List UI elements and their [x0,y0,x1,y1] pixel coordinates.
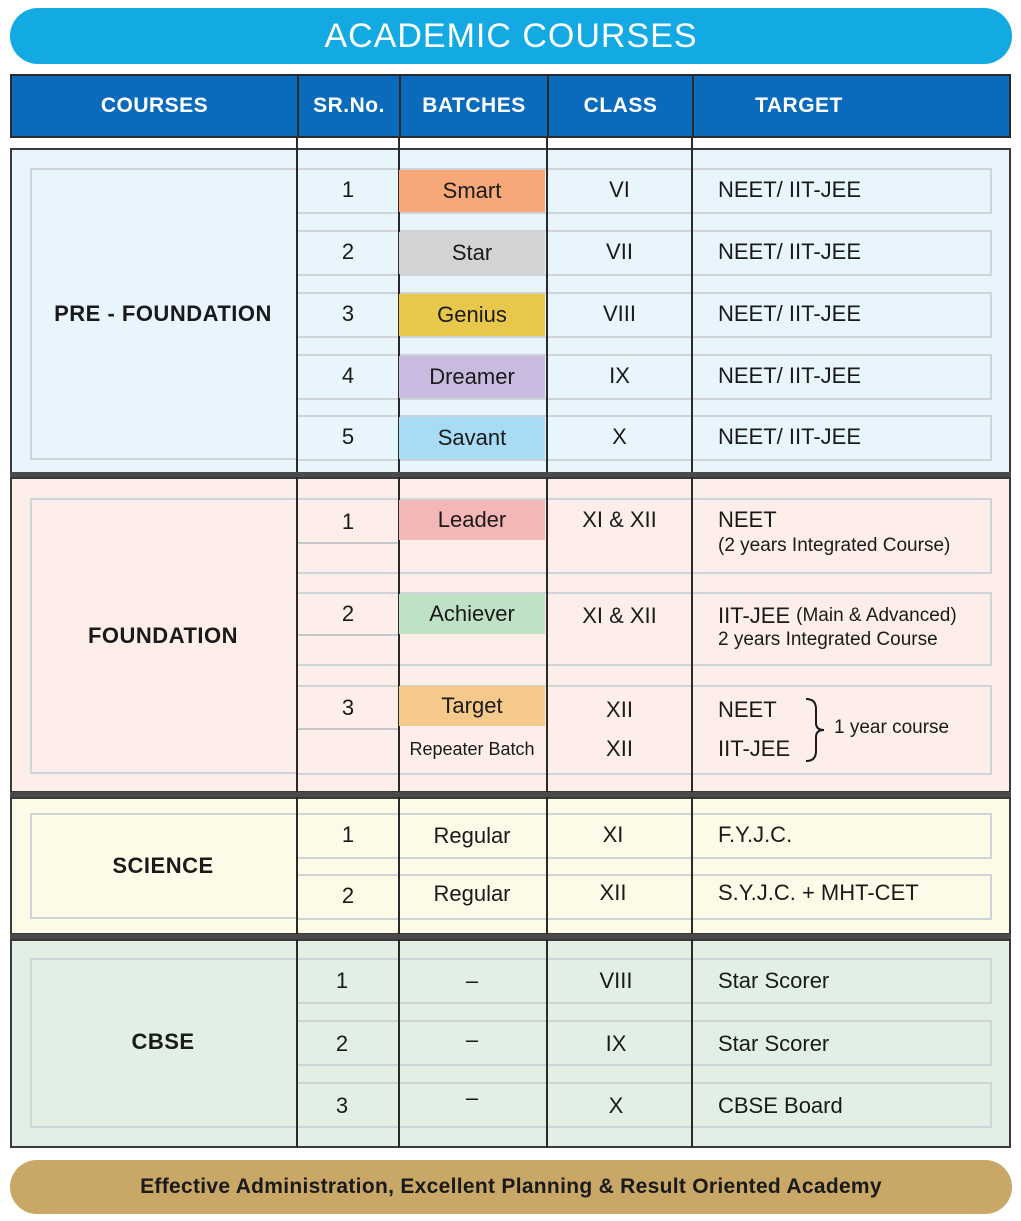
header-class: CLASS [583,94,658,117]
target-cell: F.Y.J.C. [718,822,793,847]
target-cell: NEET [718,697,777,722]
target-cell: CBSE Board [718,1093,843,1118]
batch-badge-genius: Genius [399,294,545,336]
course-science: SCIENCE [112,853,214,878]
target-cell: Star Scorer [718,968,830,993]
batch-cell: Regular [433,881,511,906]
target-subtext: 2 years Integrated Course [718,629,938,650]
class-cell: XII [606,736,633,761]
sr-no: 1 [335,968,349,993]
course-cbse: CBSE [131,1029,195,1054]
batch-badge-smart: Smart [399,170,545,212]
class-cell: IX [605,1031,627,1056]
batch-badge-savant: Savant [399,417,545,459]
class-cell: VII [606,239,633,264]
batch-cell: – [465,1027,479,1052]
batch-subtext: Repeater Batch [409,738,535,759]
sr-no: 3 [335,1093,349,1118]
header-courses: COURSES [100,94,209,117]
target-cell: NEET/ IIT-JEE [718,177,862,202]
sr-no: 2 [341,239,355,264]
header-sr-no: SR.No. [313,94,385,117]
sr-no: 1 [341,509,355,534]
brace-icon [802,697,828,763]
sr-no: 5 [341,424,355,449]
class-cell: VIII [599,968,633,993]
batch-badge-achiever: Achiever [399,594,545,634]
batch-badge-leader: Leader [399,500,545,540]
page-title: ACADEMIC COURSES [10,8,1012,64]
class-cell: XI & XII [582,507,657,532]
footer-tagline: Effective Administration, Excellent Planning & Result Oriented Academy [10,1160,1012,1214]
batch-badge-target: Target [399,686,545,726]
class-cell: XI [602,822,624,847]
batch-cell: – [465,1085,479,1110]
target-cell: NEET/ IIT-JEE [718,424,862,449]
batch-badge-dreamer: Dreamer [399,356,545,398]
sr-no: 4 [341,363,355,388]
sr-no: 3 [341,301,355,326]
target-cell: NEET/ IIT-JEE [718,239,862,264]
sr-no: 2 [341,601,355,626]
target-cell: S.Y.J.C. + MHT-CET [718,880,919,905]
class-cell: VIII [602,301,636,326]
sr-no: 2 [341,883,355,908]
course-foundation: FOUNDATION [87,623,239,648]
class-cell: XI & XII [582,603,657,628]
target-cell: NEET/ IIT-JEE [718,301,862,326]
target-note: (Main & Advanced) [796,605,957,626]
class-cell: XII [599,880,627,905]
sr-no: 3 [341,695,355,720]
target-cell: NEET [718,507,777,532]
table-header [10,74,1011,138]
target-cell: Star Scorer [718,1031,830,1056]
header-batches: BATCHES [422,94,526,117]
sr-no: 2 [335,1031,349,1056]
class-cell: XII [606,697,633,722]
sr-no: 1 [341,177,355,202]
batch-cell: Regular [433,823,511,848]
class-cell: VI [609,177,630,202]
target-cell: NEET/ IIT-JEE [718,363,862,388]
header-target: TARGET [755,94,843,117]
class-cell: IX [609,363,630,388]
class-cell: X [608,1093,624,1118]
sr-no: 1 [341,822,355,847]
target-subtext: (2 years Integrated Course) [718,535,951,556]
batch-cell: – [465,968,479,993]
batch-badge-star: Star [399,232,545,274]
course-pre-foundation: PRE - FOUNDATION [54,301,272,326]
target-main: IIT-JEE [718,603,791,628]
target-cell: IIT-JEE [718,736,791,761]
bracket-note: 1 year course [834,717,950,738]
class-cell: X [612,424,627,449]
